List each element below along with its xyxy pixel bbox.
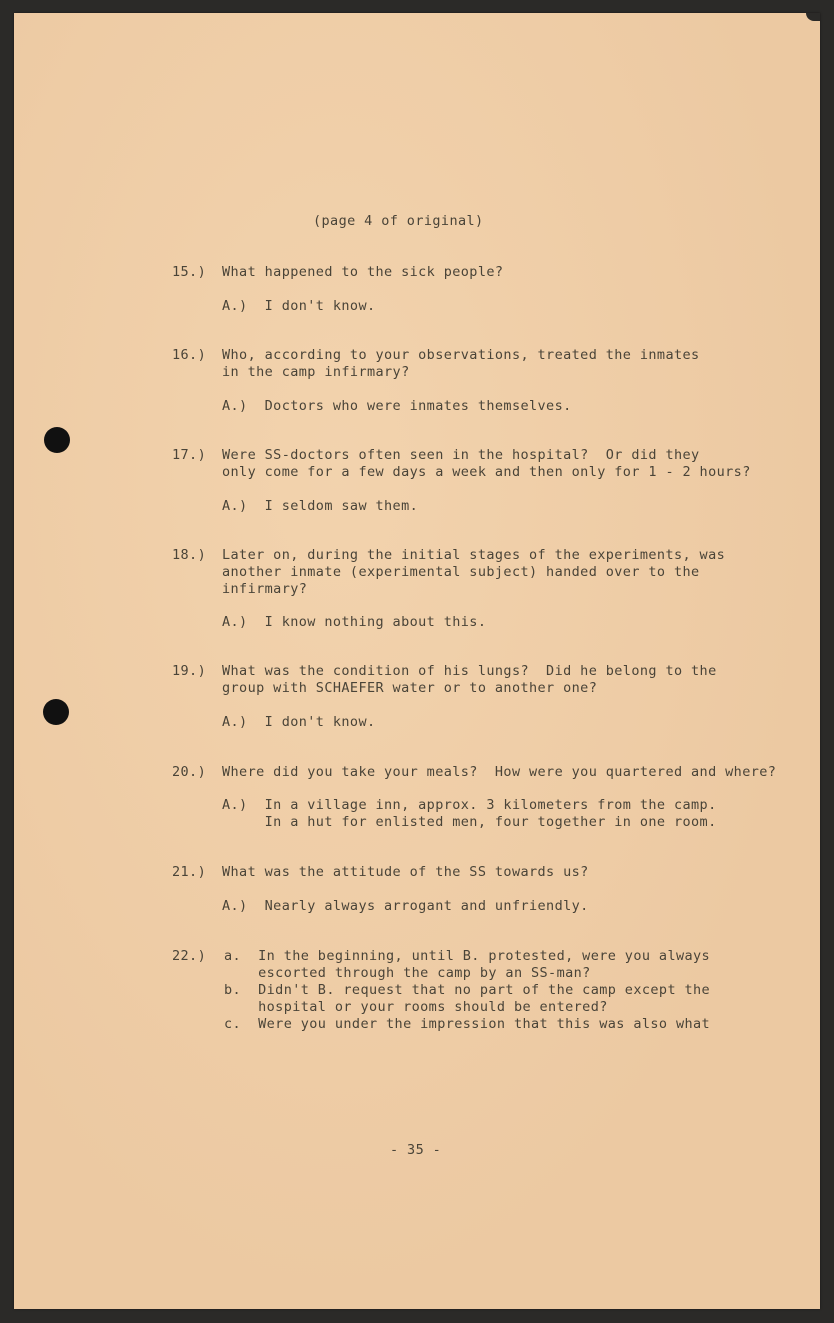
answer-text <box>222 797 717 831</box>
punch-hole <box>44 427 70 453</box>
question-number: 15.) <box>172 264 207 280</box>
question-text <box>222 864 589 881</box>
page-corner-tear <box>806 13 820 21</box>
answer-line: A.) In a village inn, approx. 3 kilometers from the camp. <box>222 797 717 813</box>
question-line: What was the condition of his lungs? Did he belong to the <box>222 663 717 679</box>
question-line: group with SCHAEFER water or to another one? <box>222 680 598 696</box>
question-number: 20.) <box>172 764 207 780</box>
page-header: (page 4 of original) <box>313 213 484 229</box>
question-line: What was the attitude of the SS towards us? <box>222 864 589 880</box>
answer-text <box>222 898 589 915</box>
question-text <box>222 764 776 781</box>
question-line: Where did you take your meals? How were you quartered and where? <box>222 764 777 780</box>
question-line: b. Didn't B. request that no part of the camp except the <box>224 982 711 998</box>
question-text <box>222 663 717 697</box>
answer-line: In a hut for enlisted men, four together in one room. <box>222 814 717 830</box>
answer-text <box>222 398 572 415</box>
document-page <box>14 13 820 1309</box>
question-text <box>222 547 725 598</box>
question-line: another inmate (experimental subject) handed over to the <box>222 564 700 580</box>
question-line: c. Were you under the impression that this was also what <box>224 1016 711 1032</box>
punch-hole <box>43 699 69 725</box>
question-line: in the camp infirmary? <box>222 364 410 380</box>
question-line: hospital or your rooms should be entered? <box>224 999 608 1015</box>
question-text <box>222 347 700 381</box>
answer-text <box>222 614 486 631</box>
question-line: escorted through the camp by an SS-man? <box>224 965 591 981</box>
question-number: 21.) <box>172 864 207 880</box>
question-text <box>224 948 710 1033</box>
question-line: Who, according to your observations, treated the inmates <box>222 347 700 363</box>
answer-line: A.) Nearly always arrogant and unfriendly. <box>222 898 589 914</box>
question-line: Were SS-doctors often seen in the hospital? Or did they <box>222 447 700 463</box>
question-number: 16.) <box>172 347 207 363</box>
question-number: 22.) <box>172 948 207 964</box>
answer-text <box>222 714 376 731</box>
page-number: - 35 - <box>390 1142 442 1158</box>
question-number: 17.) <box>172 447 207 463</box>
question-line: What happened to the sick people? <box>222 264 504 280</box>
answer-text <box>222 298 376 315</box>
answer-line: A.) Doctors who were inmates themselves. <box>222 398 572 414</box>
question-line: only come for a few days a week and then only for 1 - 2 hours? <box>222 464 751 480</box>
question-line: Later on, during the initial stages of the experiments, was <box>222 547 726 563</box>
answer-text <box>222 498 418 515</box>
answer-line: A.) I seldom saw them. <box>222 498 419 514</box>
answer-line: A.) I don't know. <box>222 714 376 730</box>
answer-line: A.) I don't know. <box>222 298 376 314</box>
question-text <box>222 264 503 281</box>
question-line: a. In the beginning, until B. protested, were you always <box>224 948 711 964</box>
question-number: 19.) <box>172 663 207 679</box>
question-text <box>222 447 751 481</box>
answer-line: A.) I know nothing about this. <box>222 614 487 630</box>
question-number: 18.) <box>172 547 207 563</box>
question-line: infirmary? <box>222 581 308 597</box>
